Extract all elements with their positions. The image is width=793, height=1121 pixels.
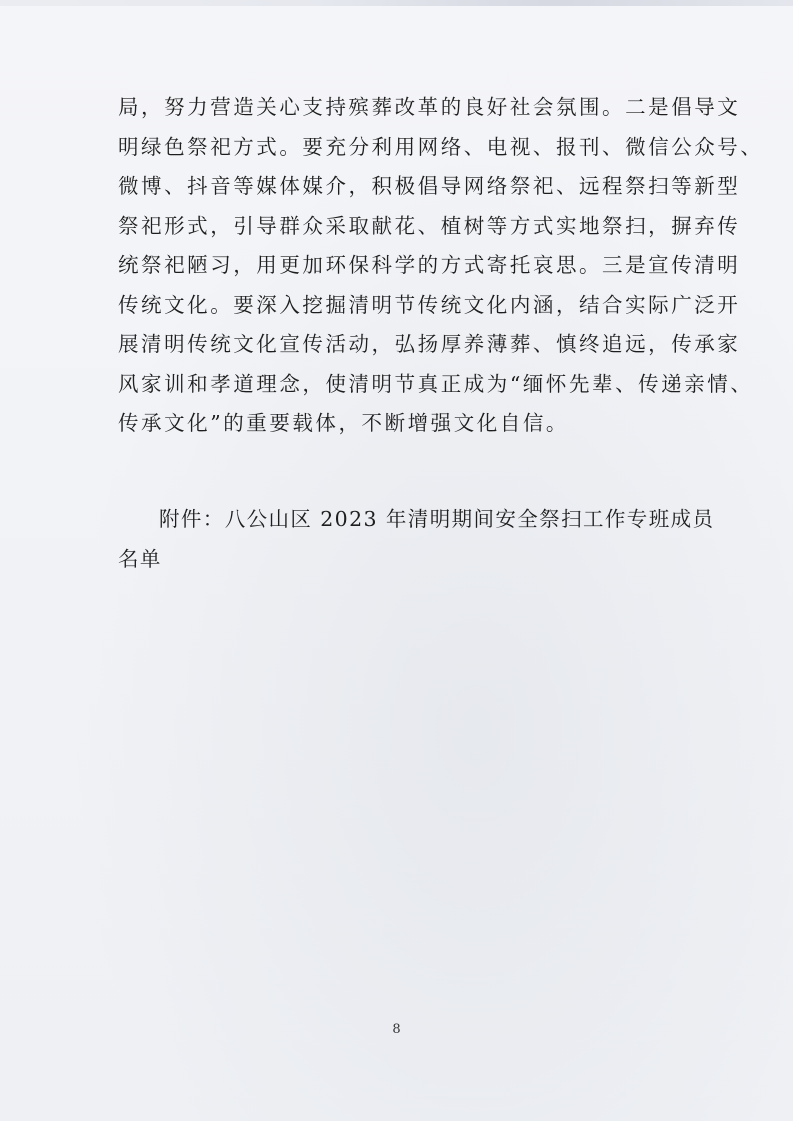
text-line: 统祭祀陋习，用更加环保科学的方式寄托哀思。三是宣传清明	[118, 253, 741, 277]
text-line: 明绿色祭祀方式。要充分利用网络、电视、报刊、微信公众号、	[118, 134, 764, 159]
text-line: 传承文化”的重要载体，不断增强文化自信。	[118, 411, 569, 435]
text-line: 祭祀形式，引导群众采取献花、植树等方式实地祭扫，摒弃传	[118, 213, 741, 238]
body-paragraph	[118, 88, 764, 444]
attachment-line: 名单	[118, 546, 162, 571]
attachment-note	[118, 500, 715, 579]
text-line: 传统文化。要深入挖掘清明节传统文化内涵，结合实际广泛开	[118, 292, 741, 317]
text-line: 微博、抖音等媒体媒介，积极倡导网络祭祀、远程祭扫等新型	[118, 174, 741, 198]
page-number: 8	[392, 1022, 401, 1037]
text-line: 展清明传统文化宣传活动，弘扬厚养薄葬、慎终追远，传承家	[118, 332, 741, 356]
text-line: 风家训和孝道理念，使清明节真正成为“缅怀先辈、传递亲情、	[118, 371, 754, 396]
attachment-line: 附件：八公山区 2023 年清明期间安全祭扫工作专班成员	[159, 507, 715, 531]
scan-top-edge	[0, 0, 793, 6]
text-line: 局，努力营造关心支持殡葬改革的良好社会氛围。二是倡导文	[118, 95, 741, 119]
